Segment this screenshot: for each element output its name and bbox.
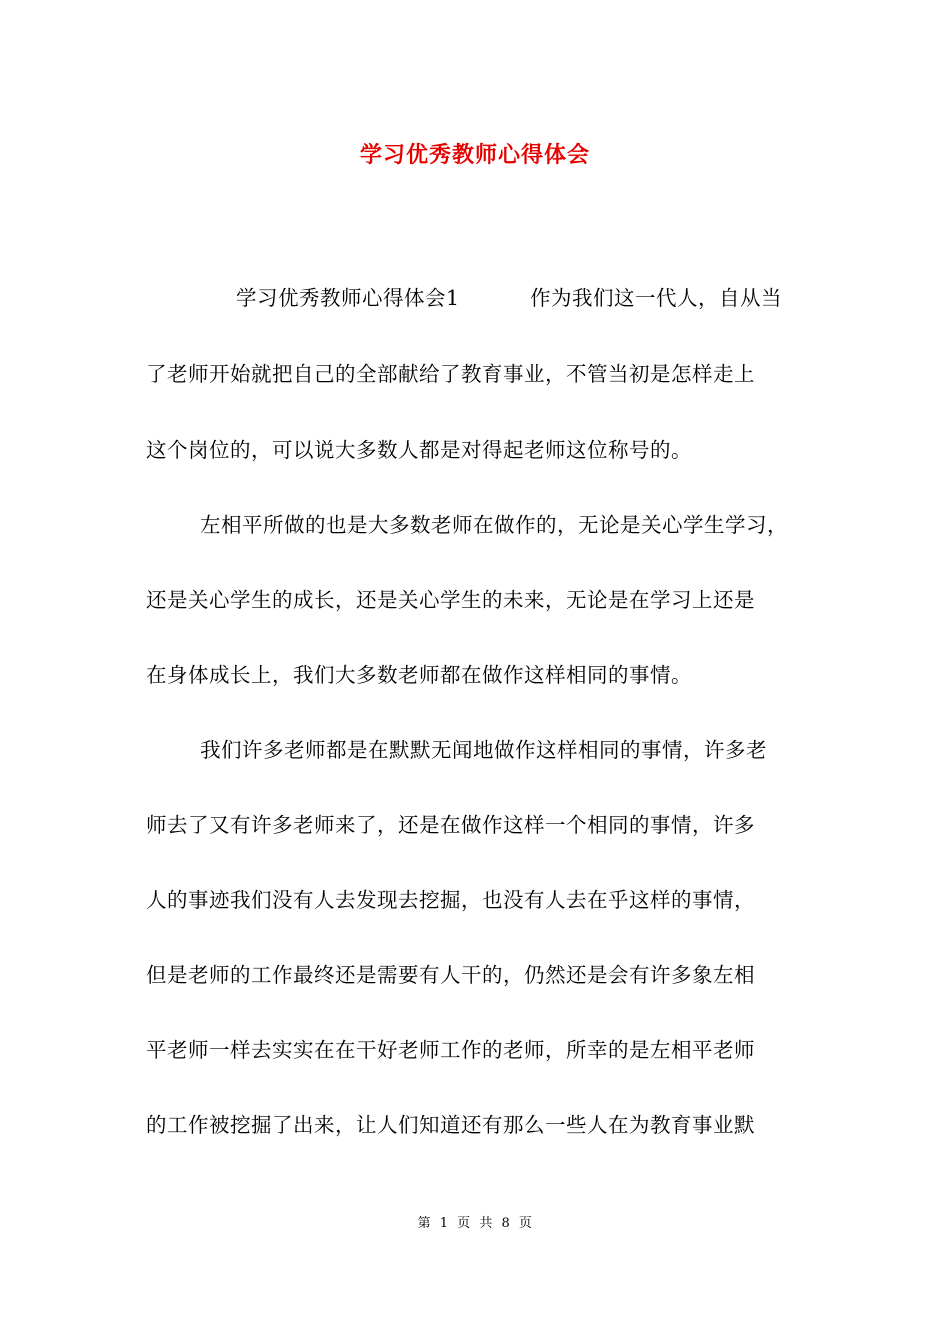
text-line: 还是关心学生的成长，还是关心学生的未来，无论是在学习上还是 <box>146 588 755 612</box>
text-line: 但是老师的工作最终还是需要有人干的，仍然还是会有许多象左相 <box>146 963 755 987</box>
text-line: 这个岗位的，可以说大多数人都是对得起老师这位称号的。 <box>146 438 692 462</box>
footer-suffix: 页 <box>518 1216 533 1231</box>
footer-total-word: 共 <box>479 1216 493 1231</box>
text-line: 左相平所做的也是大多数老师在做作的，无论是关心学生学习， <box>200 513 788 537</box>
current-page-number: 1 <box>439 1216 449 1231</box>
text-line: 平老师一样去实实在在干好老师工作的老师，所幸的是左相平老师 <box>146 1038 755 1062</box>
page-footer <box>0 1212 950 1231</box>
footer-page-word: 页 <box>457 1216 471 1231</box>
footer-prefix: 第 <box>417 1216 432 1231</box>
text-line: 作为我们这一代人，自从当 <box>530 286 782 310</box>
text-line: 人的事迹我们没有人去发现去挖掘，也没有人去在乎这样的事情， <box>146 888 755 912</box>
text-line: 的工作被挖掘了出来，让人们知道还有那么一些人在为教育事业默 <box>146 1113 755 1137</box>
text-line: 师去了又有许多老师来了，还是在做作这样一个相同的事情，许多 <box>146 813 755 837</box>
section-heading: 学习优秀教师心得体会1 <box>236 286 460 310</box>
text-line: 了老师开始就把自己的全部献给了教育事业，不管当初是怎样走上 <box>146 362 755 386</box>
document-title: 学习优秀教师心得体会 <box>359 142 590 168</box>
text-line: 我们许多老师都是在默默无闻地做作这样相同的事情，许多老 <box>200 738 767 762</box>
total-page-count: 8 <box>501 1216 511 1231</box>
text-line: 在身体成长上，我们大多数老师都在做作这样相同的事情。 <box>146 663 692 687</box>
